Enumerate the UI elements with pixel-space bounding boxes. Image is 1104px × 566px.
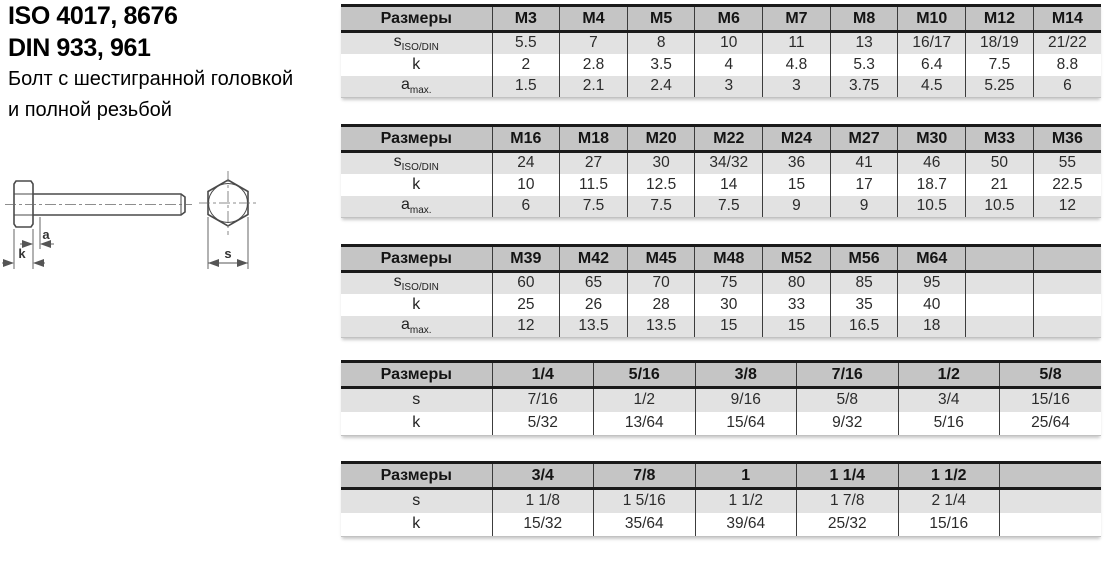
table-header-row xyxy=(341,6,1101,32)
size-column-header: M4 xyxy=(560,6,628,32)
size-column-header: M36 xyxy=(1033,126,1101,152)
value-cell: 6 xyxy=(492,196,560,218)
value-cell: 30 xyxy=(695,294,763,316)
table-row xyxy=(341,54,1101,76)
size-column-header xyxy=(1033,246,1101,272)
table-corner-label: Размеры xyxy=(341,362,492,388)
value-cell xyxy=(1033,316,1101,338)
size-column-header: 1/4 xyxy=(492,362,594,388)
size-column-header: M64 xyxy=(898,246,966,272)
metric-table-m39-m64 xyxy=(341,244,1101,338)
table-row xyxy=(341,152,1101,174)
value-cell: 18/19 xyxy=(966,32,1034,54)
value-cell: 18.7 xyxy=(898,174,966,196)
value-cell: 24 xyxy=(492,152,560,174)
size-column-header: 3/8 xyxy=(695,362,797,388)
value-cell xyxy=(966,316,1034,338)
value-cell: 5/32 xyxy=(492,412,594,436)
value-cell: 1/2 xyxy=(594,388,696,412)
value-cell: 80 xyxy=(763,272,831,294)
table-row xyxy=(341,272,1101,294)
size-column-header: 1 1/2 xyxy=(898,463,1000,489)
size-column-header: 5/8 xyxy=(1000,362,1102,388)
value-cell: 35/64 xyxy=(594,513,696,537)
value-cell: 6 xyxy=(1033,76,1101,98)
size-column-header: M7 xyxy=(763,6,831,32)
value-cell: 3 xyxy=(695,76,763,98)
value-cell: 35 xyxy=(830,294,898,316)
value-cell: 15/64 xyxy=(695,412,797,436)
value-cell: 4.8 xyxy=(763,54,831,76)
value-cell: 5.25 xyxy=(966,76,1034,98)
value-cell: 7.5 xyxy=(966,54,1034,76)
value-cell: 27 xyxy=(560,152,628,174)
row-label: $a_{max.}$ xyxy=(341,316,492,338)
value-cell: 16.5 xyxy=(830,316,898,338)
value-cell: 5/16 xyxy=(898,412,1000,436)
value-cell: 5/8 xyxy=(797,388,899,412)
row-label: k xyxy=(341,54,492,76)
row-label: $s_{ISO/DIN}$ xyxy=(341,32,492,54)
value-cell: 8 xyxy=(627,32,695,54)
value-cell: 95 xyxy=(898,272,966,294)
value-cell: 33 xyxy=(763,294,831,316)
value-cell: 8.8 xyxy=(1033,54,1101,76)
value-cell: 2.1 xyxy=(560,76,628,98)
value-cell: 11 xyxy=(763,32,831,54)
value-cell: 26 xyxy=(560,294,628,316)
value-cell: 10 xyxy=(492,174,560,196)
size-column-header: 1 xyxy=(695,463,797,489)
size-column-header: M14 xyxy=(1033,6,1101,32)
value-cell xyxy=(1033,294,1101,316)
value-cell: 2.4 xyxy=(627,76,695,98)
size-column-header: M39 xyxy=(492,246,560,272)
row-label: k xyxy=(341,294,492,316)
dim-s-label: s xyxy=(224,246,232,261)
value-cell: 2.8 xyxy=(560,54,628,76)
table-row xyxy=(341,489,1101,513)
value-cell: 7 xyxy=(560,32,628,54)
table-row xyxy=(341,32,1101,54)
value-cell: 17 xyxy=(830,174,898,196)
bolt-technical-drawing xyxy=(0,168,320,288)
imperial-table-threequarters-to-oneandhalf xyxy=(341,461,1101,537)
size-column-header: M10 xyxy=(898,6,966,32)
value-cell xyxy=(1000,489,1102,513)
metric-table-m3-m14 xyxy=(341,4,1101,98)
value-cell: 5.3 xyxy=(830,54,898,76)
value-cell: 46 xyxy=(898,152,966,174)
value-cell: 3.5 xyxy=(627,54,695,76)
value-cell: 12.5 xyxy=(627,174,695,196)
table-row xyxy=(341,174,1101,196)
value-cell: 9 xyxy=(830,196,898,218)
size-column-header: M20 xyxy=(627,126,695,152)
value-cell: 21/22 xyxy=(1033,32,1101,54)
value-cell: 28 xyxy=(627,294,695,316)
size-column-header: M16 xyxy=(492,126,560,152)
value-cell xyxy=(966,294,1034,316)
value-cell: 2 xyxy=(492,54,560,76)
row-label: k xyxy=(341,412,492,436)
value-cell: 2 1/4 xyxy=(898,489,1000,513)
size-column-header: 1/2 xyxy=(898,362,1000,388)
value-cell: 1 5/16 xyxy=(594,489,696,513)
table-row xyxy=(341,76,1101,98)
size-column-header: M18 xyxy=(560,126,628,152)
size-column-header: M8 xyxy=(830,6,898,32)
value-cell: 1 1/8 xyxy=(492,489,594,513)
value-cell: 7.5 xyxy=(627,196,695,218)
table-header-row xyxy=(341,126,1101,152)
row-label: s xyxy=(341,489,492,513)
bolt-drawing-svg xyxy=(0,168,320,288)
size-column-header: M45 xyxy=(627,246,695,272)
description-line-2: и полной резьбой xyxy=(8,99,172,121)
value-cell: 16/17 xyxy=(898,32,966,54)
size-column-header: 7/8 xyxy=(594,463,696,489)
value-cell: 10.5 xyxy=(966,196,1034,218)
value-cell: 85 xyxy=(830,272,898,294)
value-cell xyxy=(1033,272,1101,294)
value-cell: 6.4 xyxy=(898,54,966,76)
value-cell: 15/16 xyxy=(1000,388,1102,412)
value-cell: 40 xyxy=(898,294,966,316)
dim-a-label: a xyxy=(42,227,50,242)
size-column-header: M12 xyxy=(966,6,1034,32)
size-column-header xyxy=(966,246,1034,272)
value-cell: 10.5 xyxy=(898,196,966,218)
value-cell: 9/32 xyxy=(797,412,899,436)
row-label: s xyxy=(341,388,492,412)
value-cell: 39/64 xyxy=(695,513,797,537)
table-corner-label: Размеры xyxy=(341,6,492,32)
size-column-header: 7/16 xyxy=(797,362,899,388)
table-row xyxy=(341,412,1101,436)
row-label: $s_{ISO/DIN}$ xyxy=(341,272,492,294)
imperial-table-quarter-to-fiveeighths xyxy=(341,360,1101,436)
row-label: $a_{max.}$ xyxy=(341,196,492,218)
value-cell: 21 xyxy=(966,174,1034,196)
value-cell: 1.5 xyxy=(492,76,560,98)
value-cell: 13.5 xyxy=(560,316,628,338)
table-header-row xyxy=(341,362,1101,388)
value-cell: 30 xyxy=(627,152,695,174)
row-label: k xyxy=(341,513,492,537)
table-corner-label: Размеры xyxy=(341,246,492,272)
value-cell: 13 xyxy=(830,32,898,54)
table-header-row xyxy=(341,463,1101,489)
value-cell: 3 xyxy=(763,76,831,98)
table-corner-label: Размеры xyxy=(341,126,492,152)
value-cell: 65 xyxy=(560,272,628,294)
table-row xyxy=(341,294,1101,316)
value-cell: 70 xyxy=(627,272,695,294)
value-cell: 3/4 xyxy=(898,388,1000,412)
size-column-header: M24 xyxy=(763,126,831,152)
value-cell: 34/32 xyxy=(695,152,763,174)
value-cell: 55 xyxy=(1033,152,1101,174)
table-header-row xyxy=(341,246,1101,272)
dimension-tables xyxy=(341,4,1101,537)
title-block xyxy=(8,0,340,126)
size-column-header: M27 xyxy=(830,126,898,152)
size-column-header: 5/16 xyxy=(594,362,696,388)
size-column-header: M52 xyxy=(763,246,831,272)
value-cell: 36 xyxy=(763,152,831,174)
value-cell: 14 xyxy=(695,174,763,196)
table-row xyxy=(341,388,1101,412)
value-cell: 25/64 xyxy=(1000,412,1102,436)
metric-table-m16-m36 xyxy=(341,124,1101,218)
value-cell: 50 xyxy=(966,152,1034,174)
value-cell: 75 xyxy=(695,272,763,294)
value-cell xyxy=(966,272,1034,294)
value-cell: 9 xyxy=(763,196,831,218)
value-cell: 1 1/2 xyxy=(695,489,797,513)
table-row xyxy=(341,196,1101,218)
value-cell: 12 xyxy=(1033,196,1101,218)
size-column-header: M3 xyxy=(492,6,560,32)
value-cell: 60 xyxy=(492,272,560,294)
value-cell: 7.5 xyxy=(560,196,628,218)
size-column-header: M6 xyxy=(695,6,763,32)
size-column-header: M56 xyxy=(830,246,898,272)
size-column-header: M22 xyxy=(695,126,763,152)
value-cell: 7/16 xyxy=(492,388,594,412)
value-cell: 3.75 xyxy=(830,76,898,98)
size-column-header: M42 xyxy=(560,246,628,272)
value-cell: 15/32 xyxy=(492,513,594,537)
value-cell: 13/64 xyxy=(594,412,696,436)
row-label: $a_{max.}$ xyxy=(341,76,492,98)
bolt-side-view xyxy=(5,181,192,227)
value-cell xyxy=(1000,513,1102,537)
size-column-header: M5 xyxy=(627,6,695,32)
size-column-header xyxy=(1000,463,1102,489)
value-cell: 22.5 xyxy=(1033,174,1101,196)
value-cell: 11.5 xyxy=(560,174,628,196)
value-cell: 7.5 xyxy=(695,196,763,218)
value-cell: 1 7/8 xyxy=(797,489,899,513)
dim-k-label: k xyxy=(18,246,26,261)
value-cell: 12 xyxy=(492,316,560,338)
value-cell: 18 xyxy=(898,316,966,338)
iso-standard-title: ISO 4017, 8676 xyxy=(8,2,178,30)
row-label: k xyxy=(341,174,492,196)
size-column-header: M33 xyxy=(966,126,1034,152)
table-row xyxy=(341,513,1101,537)
table-corner-label: Размеры xyxy=(341,463,492,489)
din-standard-title: DIN 933, 961 xyxy=(8,34,151,62)
value-cell: 25 xyxy=(492,294,560,316)
value-cell: 9/16 xyxy=(695,388,797,412)
size-column-header: M48 xyxy=(695,246,763,272)
value-cell: 4 xyxy=(695,54,763,76)
value-cell: 15 xyxy=(763,174,831,196)
value-cell: 25/32 xyxy=(797,513,899,537)
value-cell: 15/16 xyxy=(898,513,1000,537)
value-cell: 5.5 xyxy=(492,32,560,54)
size-column-header: 1 1/4 xyxy=(797,463,899,489)
dimension-annotations xyxy=(2,217,54,269)
value-cell: 10 xyxy=(695,32,763,54)
size-column-header: 3/4 xyxy=(492,463,594,489)
description-line-1: Болт с шестигранной головкой xyxy=(8,68,294,90)
size-column-header: M30 xyxy=(898,126,966,152)
value-cell: 15 xyxy=(695,316,763,338)
bolt-end-view xyxy=(199,171,257,269)
row-label: $s_{ISO/DIN}$ xyxy=(341,152,492,174)
value-cell: 4.5 xyxy=(898,76,966,98)
value-cell: 13.5 xyxy=(627,316,695,338)
table-row xyxy=(341,316,1101,338)
value-cell: 15 xyxy=(763,316,831,338)
value-cell: 41 xyxy=(830,152,898,174)
